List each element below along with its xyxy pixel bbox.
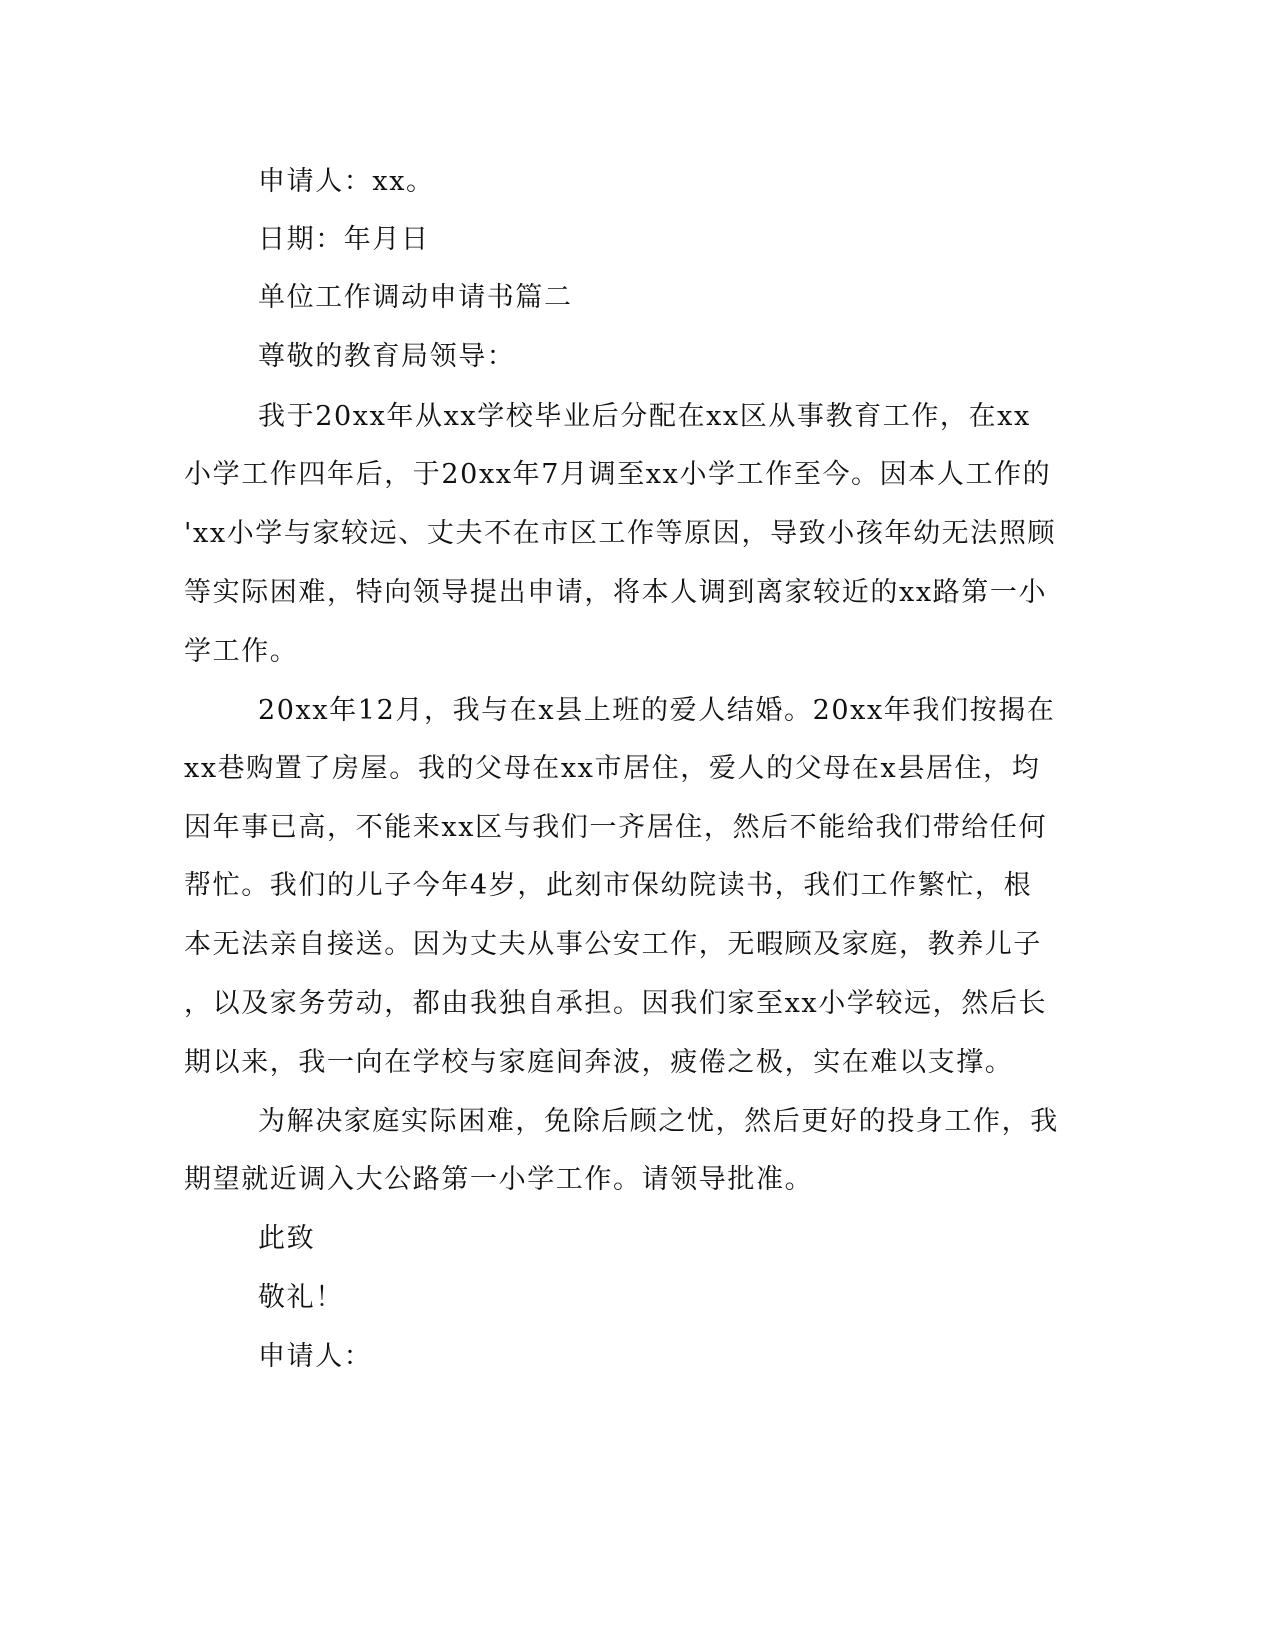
paragraph-1-line: 小学工作四年后，于20xx年7月调至xx小学工作至今。因本人工作的 xyxy=(184,459,1052,490)
paragraph-1-line: 学工作。 xyxy=(184,636,299,667)
paragraph-3-line: 期望就近调入大公路第一小学工作。请领导批准。 xyxy=(184,1164,814,1195)
salutation: 尊敬的教育局领导： xyxy=(258,341,516,372)
paragraph-2-line: 本无法亲自接送。因为丈夫从事公安工作，无暇顾及家庭，教养儿子 xyxy=(184,929,1042,960)
paragraph-1-line: 'xx小学与家较远、丈夫不在市区工作等原因，导致小孩年幼无法照顾 xyxy=(184,518,1057,549)
section-title: 单位工作调动申请书篇二 xyxy=(258,282,573,313)
applicant-line: 申请人：xx。 xyxy=(258,166,435,197)
closing-salute: 敬礼！ xyxy=(258,1282,344,1313)
paragraph-3-line: 为解决家庭实际困难，免除后顾之忧，然后更好的投身工作，我 xyxy=(258,1106,1059,1137)
paragraph-2-line: 期以来，我一向在学校与家庭间奔波，疲倦之极，实在难以支撑。 xyxy=(184,1047,1014,1078)
paragraph-2-line: 20xx年12月，我与在x县上班的爱人结婚。20xx年我们按揭在 xyxy=(258,695,1056,726)
paragraph-1-line: 我于20xx年从xx学校毕业后分配在xx区从事教育工作，在xx xyxy=(258,401,1031,432)
paragraph-2-line: ，以及家务劳动，都由我独自承担。因我们家至xx小学较远，然后长 xyxy=(184,988,1048,1019)
date-line: 日期：年月日 xyxy=(258,224,430,255)
paragraph-2-line: 帮忙。我们的儿子今年4岁，此刻市保幼院读书，我们工作繁忙，根 xyxy=(184,870,1033,901)
paragraph-1-line: 等实际困难，特向领导提出申请，将本人调到离家较近的xx路第一小 xyxy=(184,577,1048,608)
paragraph-2-line: xx巷购置了房屋。我的父母在xx市居住，爱人的父母在x县居住，均 xyxy=(184,753,1041,784)
paragraph-2-line: 因年事已高，不能来xx区与我们一齐居住，然后不能给我们带给任何 xyxy=(184,812,1048,843)
signature-line: 申请人： xyxy=(258,1341,373,1372)
closing-line: 此致 xyxy=(258,1223,316,1254)
